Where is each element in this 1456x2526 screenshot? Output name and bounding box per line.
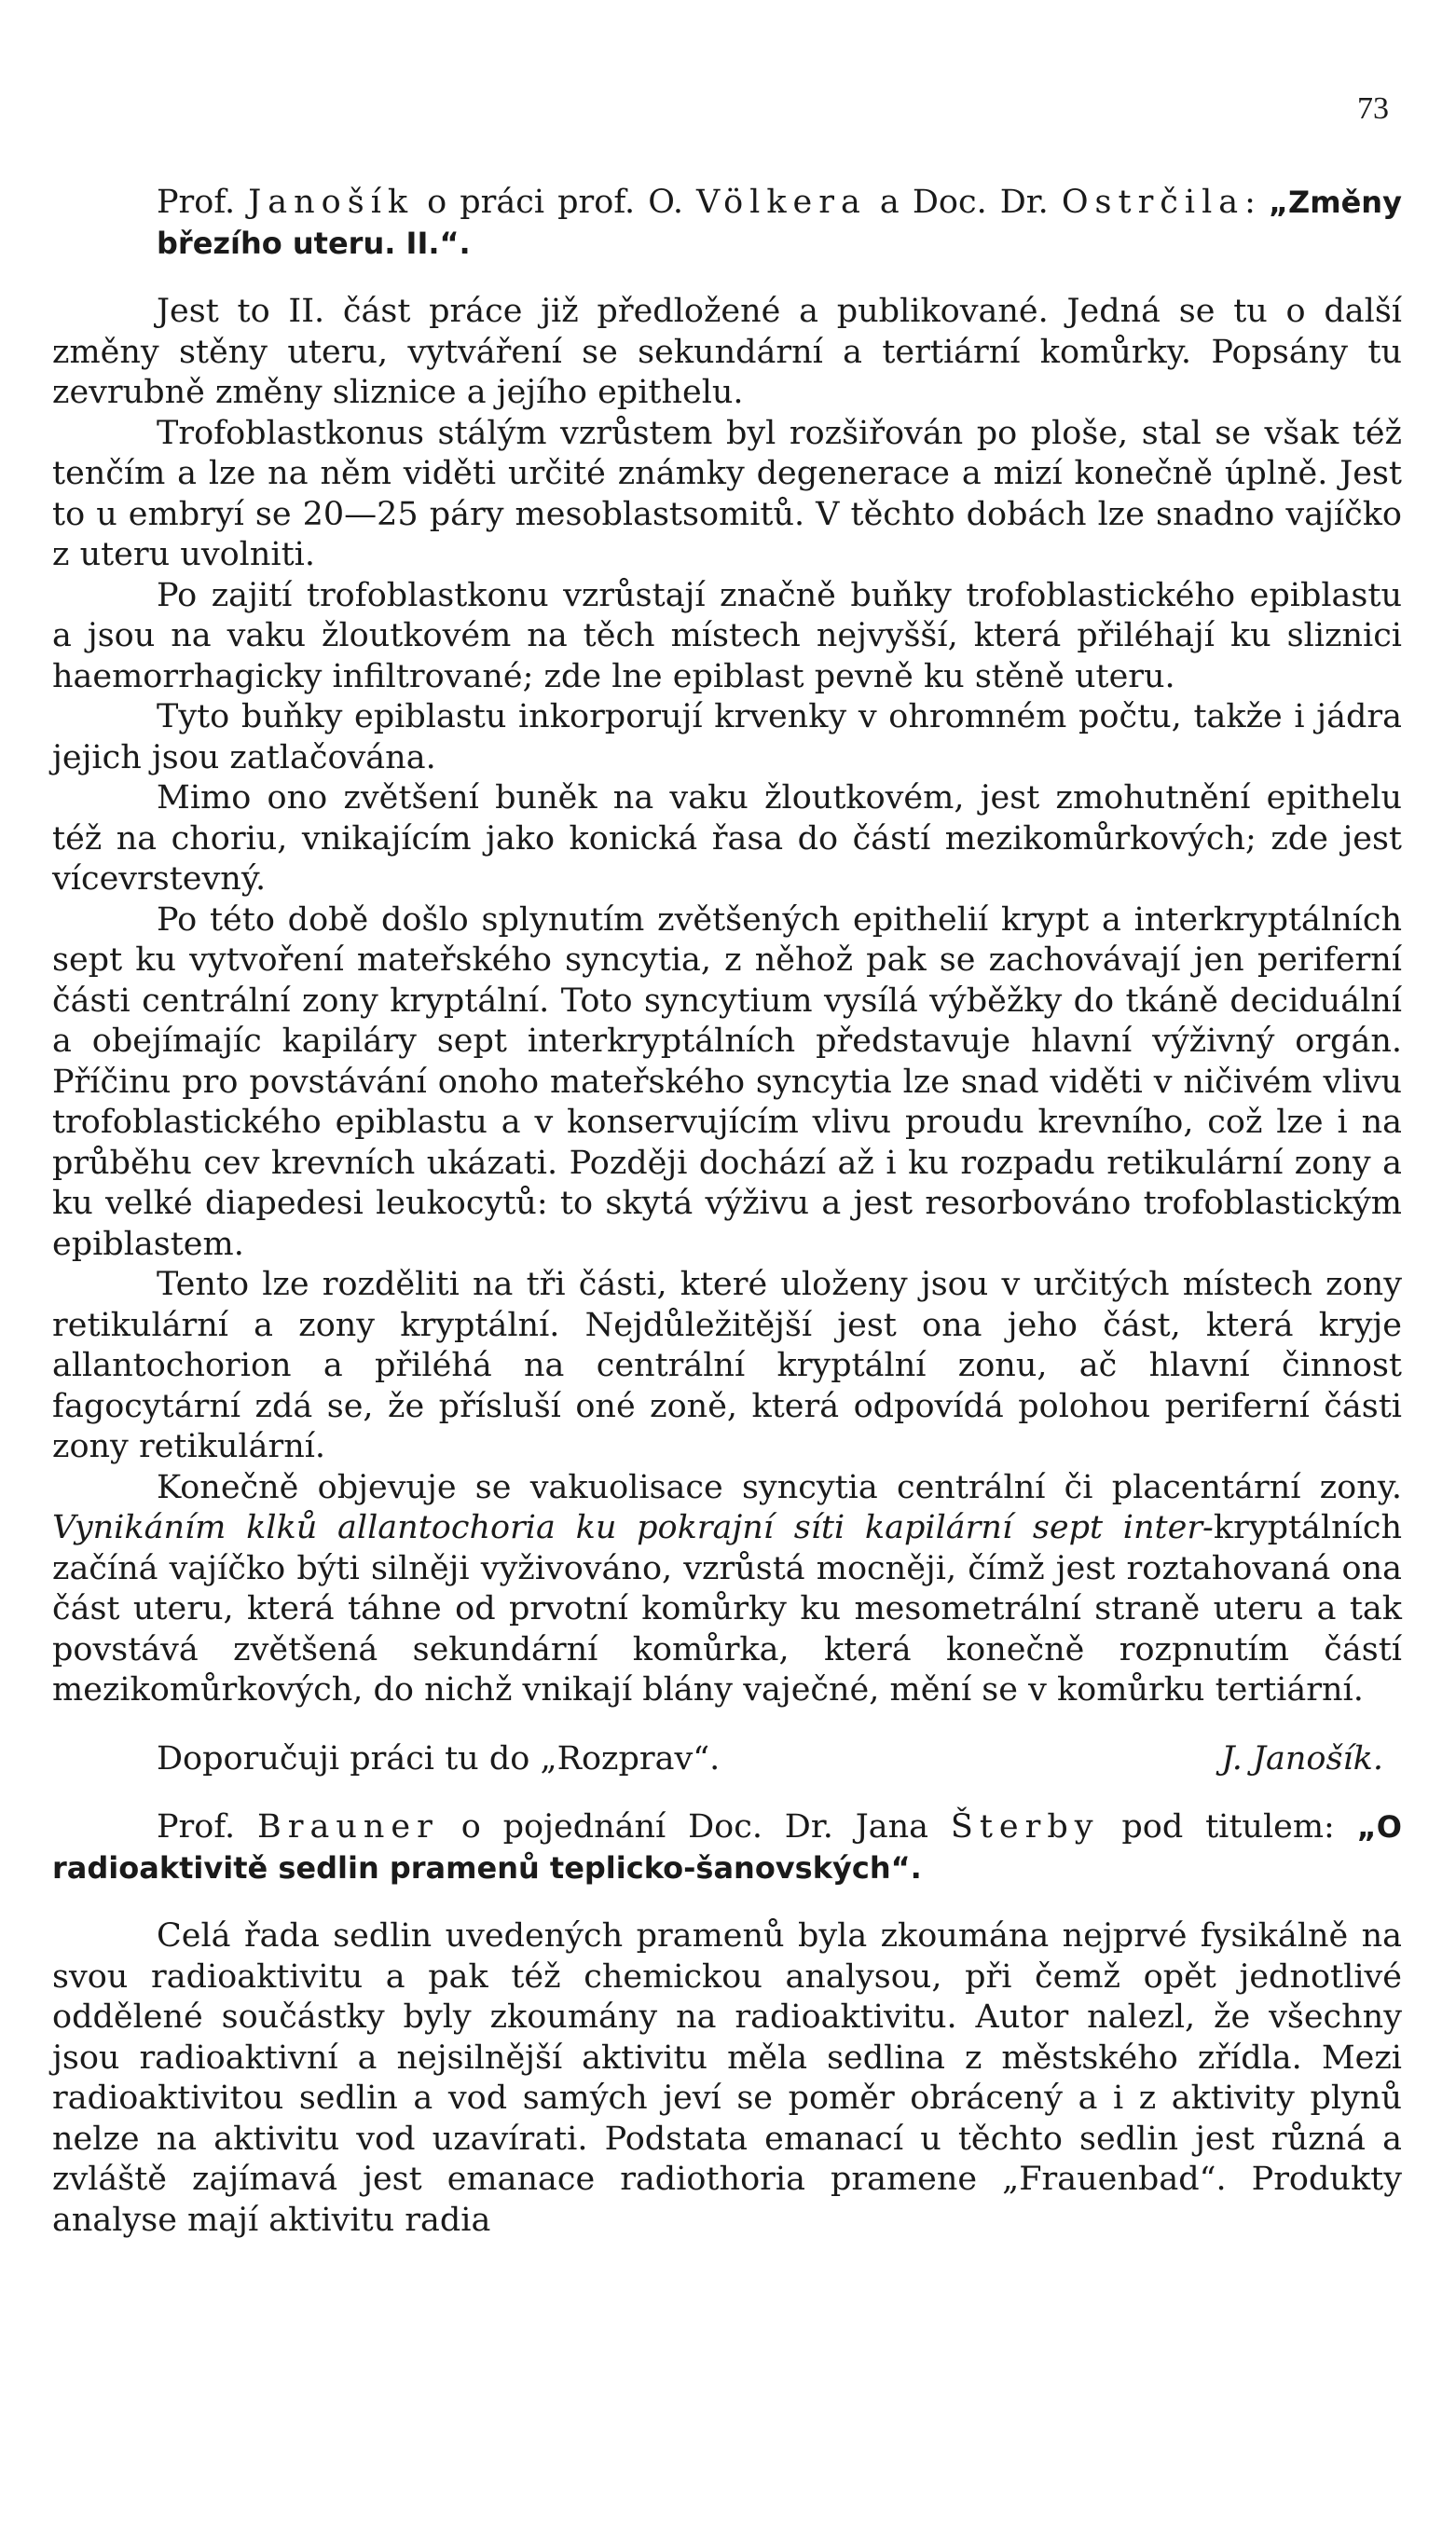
report2-title: „O radioaktivitě sedlin pramenů teplicko-šanovských“. xyxy=(52,1809,1402,1886)
report1-paragraph-3: Po zajití trofoblastkonu vzrůstají značně buňky trofoblastického epiblastu a jsou na vaku žloutkovém na těch místech nejvyšší, která přiléhají ku sliznici haemorrhagicky infiltrované; zde lne epiblast pevně ku stěně uteru. xyxy=(52,576,1402,695)
report1-header-middle1: o práci prof. O. xyxy=(427,184,683,221)
report1-author2: Ostrčila xyxy=(1061,184,1245,221)
report1-signature: J. Janošík. xyxy=(1221,1739,1383,1778)
report1-recommendation: Doporučuji práci tu do „Rozprav“. xyxy=(157,1739,721,1778)
report1-reviewer: Janošík xyxy=(248,184,415,221)
page-number: 73 xyxy=(1357,91,1389,126)
report2-author: Šterby xyxy=(950,1808,1100,1846)
report1-header xyxy=(52,183,1402,264)
report2-reviewer: Brauner xyxy=(257,1808,439,1846)
report2-header-middle: o pojednání Doc. Dr. Jana xyxy=(460,1808,929,1846)
report1-author1: Völkera xyxy=(696,184,867,221)
report1-paragraph-8-italic: Vynikáním klků allantochoria ku pokrajní síti kapilární sept inter- xyxy=(52,1509,1214,1546)
report1-header-middle2: a Doc. Dr. xyxy=(879,184,1049,221)
report1-paragraph-5: Mimo ono zvětšení buněk na vaku žloutkovém, jest zmohutnění epithelu též na choriu, vnikajícím jako konická řasa do částí mezikomůrkových; zde jest vícevrstevný. xyxy=(52,779,1402,898)
report1-paragraph-6: Po této době došlo splynutím zvětšených epithelií krypt a interkryptálních sept ku vytvoření mateřského syncytia, z něhož pak se zachovávají jen periferní části centrální zony kryptální. Toto syncytium vysílá výběžky do tkáně deciduální a obejímajíc kapiláry sept interkryptálních představuje hlavní výživný orgán. Příčinu pro povstávání onoho mateřského syncytia lze snad viděti v ničivém vlivu trofoblastického epiblastu a v konservujícím vlivu proudu krevního, což lze i na průběhu cev krevních ukázati. Později dochází až i ku rozpadu retikulární zony a ku velké diapedesi leukocytů: to skytá výživu a jest resorbováno trofoblastickým epiblastem. xyxy=(52,900,1402,1263)
report1-paragraph-7: Tento lze rozděliti na tři části, které uloženy jsou v určitých místech zony retikulární a zony kryptální. Nejdůležitější jest ona jeho část, která kryje allantochorion a přiléhá na centrální kryptální zonu, ač hlavní činnost fagocytární zdá se, že přísluší oné zoně, která odpovídá polohou periferní části zony retikulární. xyxy=(52,1266,1402,1465)
report1-paragraph-8-start: Konečně objevuje se vakuolisace syncytia centrální či placentární zony. xyxy=(157,1468,1402,1506)
report2-header xyxy=(52,1807,1402,1888)
report1-paragraph-1: Jest to II. část práce již předložené a publikované. Jedná se tu o další změny stěny uteru, vytváření se sekundární a tertiární komůrky. Popsány tu zevrubně změny sliznice a jejího epithelu. xyxy=(52,293,1402,411)
report2-header-end: pod titulem: xyxy=(1121,1808,1335,1846)
report1-paragraph-2: Trofoblastkonus stálým vzrůstem byl rozšiřován po ploše, stal se však též tenčím a lze na něm viděti určité známky degenerace a mizí konečně úplně. Jest to u embryí se 20—25 páry mesoblastsomitů. V těchto dobách lze snadno vajíčko z uteru uvolniti. xyxy=(52,414,1402,573)
report1-recommendation-line xyxy=(52,1739,1402,1780)
report1-header-prefix: Prof. xyxy=(157,184,236,221)
report1-paragraph-8 xyxy=(52,1468,1402,1711)
report2-paragraph-1: Celá řada sedlin uvedených pramenů byla zkoumána nejprvé fysikálně na svou radioaktivitu a pak též chemickou analysou, při čemž opět jednotlivé oddělené součástky byly zkoumány na radioaktivitu. Autor nalezl, že všechny jsou radioaktivní a nejsilnější aktivitu měla sedlina z městského zřídla. Mezi radioaktivitou sedlin a vod samých jeví se poměr obrácený a i z aktivity plynů nelze na aktivitu vod uzavírati. Podstata emanací u těchto sedlin jest různá a zvláště zajímavá jest emanace radiothoria pramene „Frauenbad“. Produkty analyse mají aktivitu radia xyxy=(52,1917,1402,2239)
report1-colon: : xyxy=(1244,184,1256,221)
report1-paragraph-8-end: kryptálních začíná vajíčko býti silněji vyživováno, vzrůstá mocněji, čímž jest roztahovaná ona část uteru, která táhne od prvotní komůrky ku mesometrální straně uteru a tak povstává zvětšená sekundární komůrka, která konečně rozpnutím částí mezikomůrkových, do nichž vnikají blány vaječné, mění se v komůrku tertiární. xyxy=(52,1509,1402,1709)
report2-header-prefix: Prof. xyxy=(157,1808,236,1846)
report1-title: „Změny březího uteru. II.“. xyxy=(157,185,1402,261)
page-content xyxy=(52,183,1402,2241)
report1-paragraph-4: Tyto buňky epiblastu inkorporují krvenky v ohromném počtu, takže i jádra jejich jsou zatlačována. xyxy=(52,698,1402,776)
